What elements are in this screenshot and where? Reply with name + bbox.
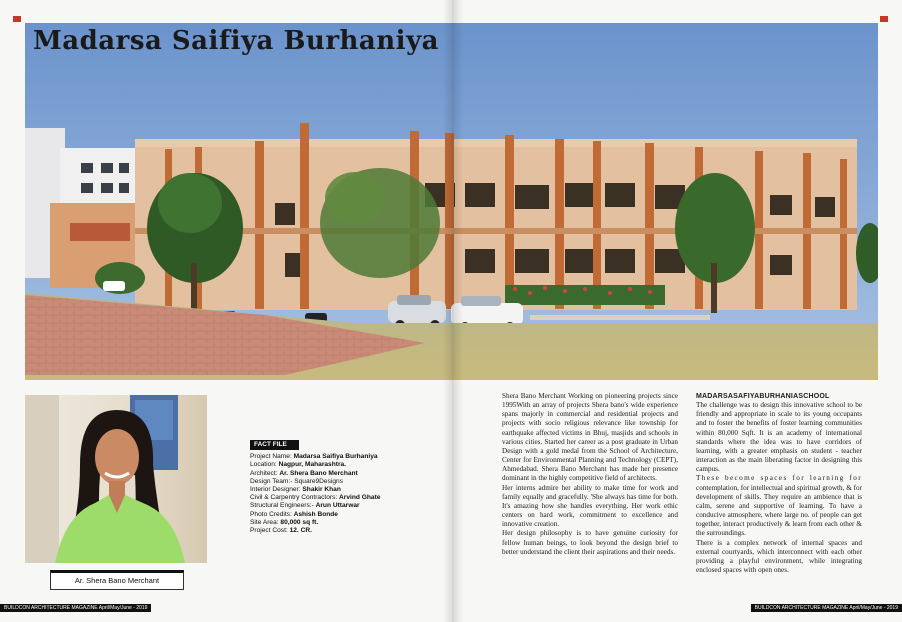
body-text: contemplation, for intellectual and spiritual growth, & for development of skills. They require an ambience that is calm, serene and supportive of learning. To have a conducive atmosphere, where large no. of people can get together, interact productively & learn from each other & the surroundings. <box>696 483 862 538</box>
fact-value: Arun Uttarwar <box>315 502 360 510</box>
fact-row <box>250 486 450 494</box>
fact-value: 12. CR. <box>289 527 312 535</box>
fact-label: Photo Credits: <box>250 510 294 518</box>
fact-label: Design Team:- <box>250 477 295 485</box>
article-title: Madarsa Saifiya Burhaniya <box>33 26 440 56</box>
fact-row <box>250 453 450 461</box>
body-paragraph: Her interns admire her ability to make time for work and family equally and gracefully. 'She always has time for both. It's amazing how she handles everything. Her work ethic centers on hard work, commitment to excellence and innovative creation. <box>502 483 678 529</box>
body-paragraph: Shera Bano Merchant Working on pioneering projects since 1995With an array of projects Shera bano's wide experience spans majorly in commercial and residential projects and projects with socio religious relevance like township for earthquake affected victims in Bhuj, masjids and schools in various cities. Started her career as a post graduate in Urban Design with a gold medal from the School of Architecture, Center for Environmental Planning and Technology (CEPT), Ahmedabad. Shera Bano Merchant has made her presence dominant in the highly competitive field of architects. <box>502 392 678 483</box>
fact-row <box>250 494 450 502</box>
page-marker-right <box>880 16 888 22</box>
section-heading: MADARSASAFIYABURHANIASCHOOL <box>696 393 830 400</box>
fact-value: 80,000 sq ft. <box>280 518 319 526</box>
fact-row <box>250 502 450 510</box>
fact-value: Nagpur, Maharashtra. <box>278 461 347 469</box>
fact-file-heading: FACT FILE <box>250 440 299 450</box>
fact-label: Project Cost: <box>250 527 290 535</box>
fact-value: Arvind Ghate <box>339 494 381 502</box>
fact-label: Project Name: <box>250 453 294 461</box>
fact-row <box>250 519 450 527</box>
fact-label: Structural Engineers:- <box>250 502 316 510</box>
fact-label: Interior Designer: <box>250 486 303 494</box>
portrait-caption: Ar. Shera Bano Merchant <box>50 570 184 590</box>
body-paragraph: There is a complex network of internal spaces and external courtyards, which interconnect with each other providing a playful environment, while integrating enclosed spaces with open ones. <box>696 538 862 574</box>
fact-value: Ashish Bonde <box>293 510 338 518</box>
body-paragraph: The challenge was to design this innovative school to be friendly and appropriate in scale to its young occupants and to foster the benefits of foster learning communities within 80,000 Sqft. It is an academy of international standards where the idea was to have corridors of learning, with a greater emphasis on student - teacher interaction as the main liberating factor in designing this campus. <box>696 401 862 474</box>
fact-label: Site Area: <box>250 518 281 526</box>
footer-right: BUILDCON ARCHITECTURE MAGAZINE April/May/June - 2019 <box>751 604 902 612</box>
fact-value: Shakir Khan <box>302 486 341 494</box>
architect-portrait <box>25 395 207 563</box>
fact-file <box>250 440 450 535</box>
fact-label: Architect: <box>250 469 280 477</box>
page-gutter <box>443 0 463 622</box>
fact-value: Ar. Shera Bano Merchant <box>279 469 358 477</box>
body-paragraph: Her design philosophy is to have genuine curiosity for fellow human beings, to look beyond the design brief to better understand the client their aspirations and their needs. <box>502 529 678 556</box>
fact-value: Square9Designs <box>294 477 343 485</box>
body-paragraph <box>696 474 862 538</box>
fact-row <box>250 511 450 519</box>
fact-row <box>250 461 450 469</box>
fact-label: Civil & Carpentry Contractors: <box>250 494 340 502</box>
body-column-right <box>696 392 862 575</box>
fact-row <box>250 527 450 535</box>
fact-row <box>250 478 450 486</box>
fact-value: Madarsa Saifiya Burhaniya <box>293 453 378 461</box>
fact-row <box>250 470 450 478</box>
footer-left: BUILDCON ARCHITECTURE MAGAZINE April/May/June - 2019 <box>0 604 151 612</box>
page-marker-left <box>13 16 21 22</box>
fact-label: Location: <box>250 461 279 469</box>
spaced-text: These become spaces for learning for <box>696 474 862 483</box>
body-column-middle <box>502 392 678 557</box>
